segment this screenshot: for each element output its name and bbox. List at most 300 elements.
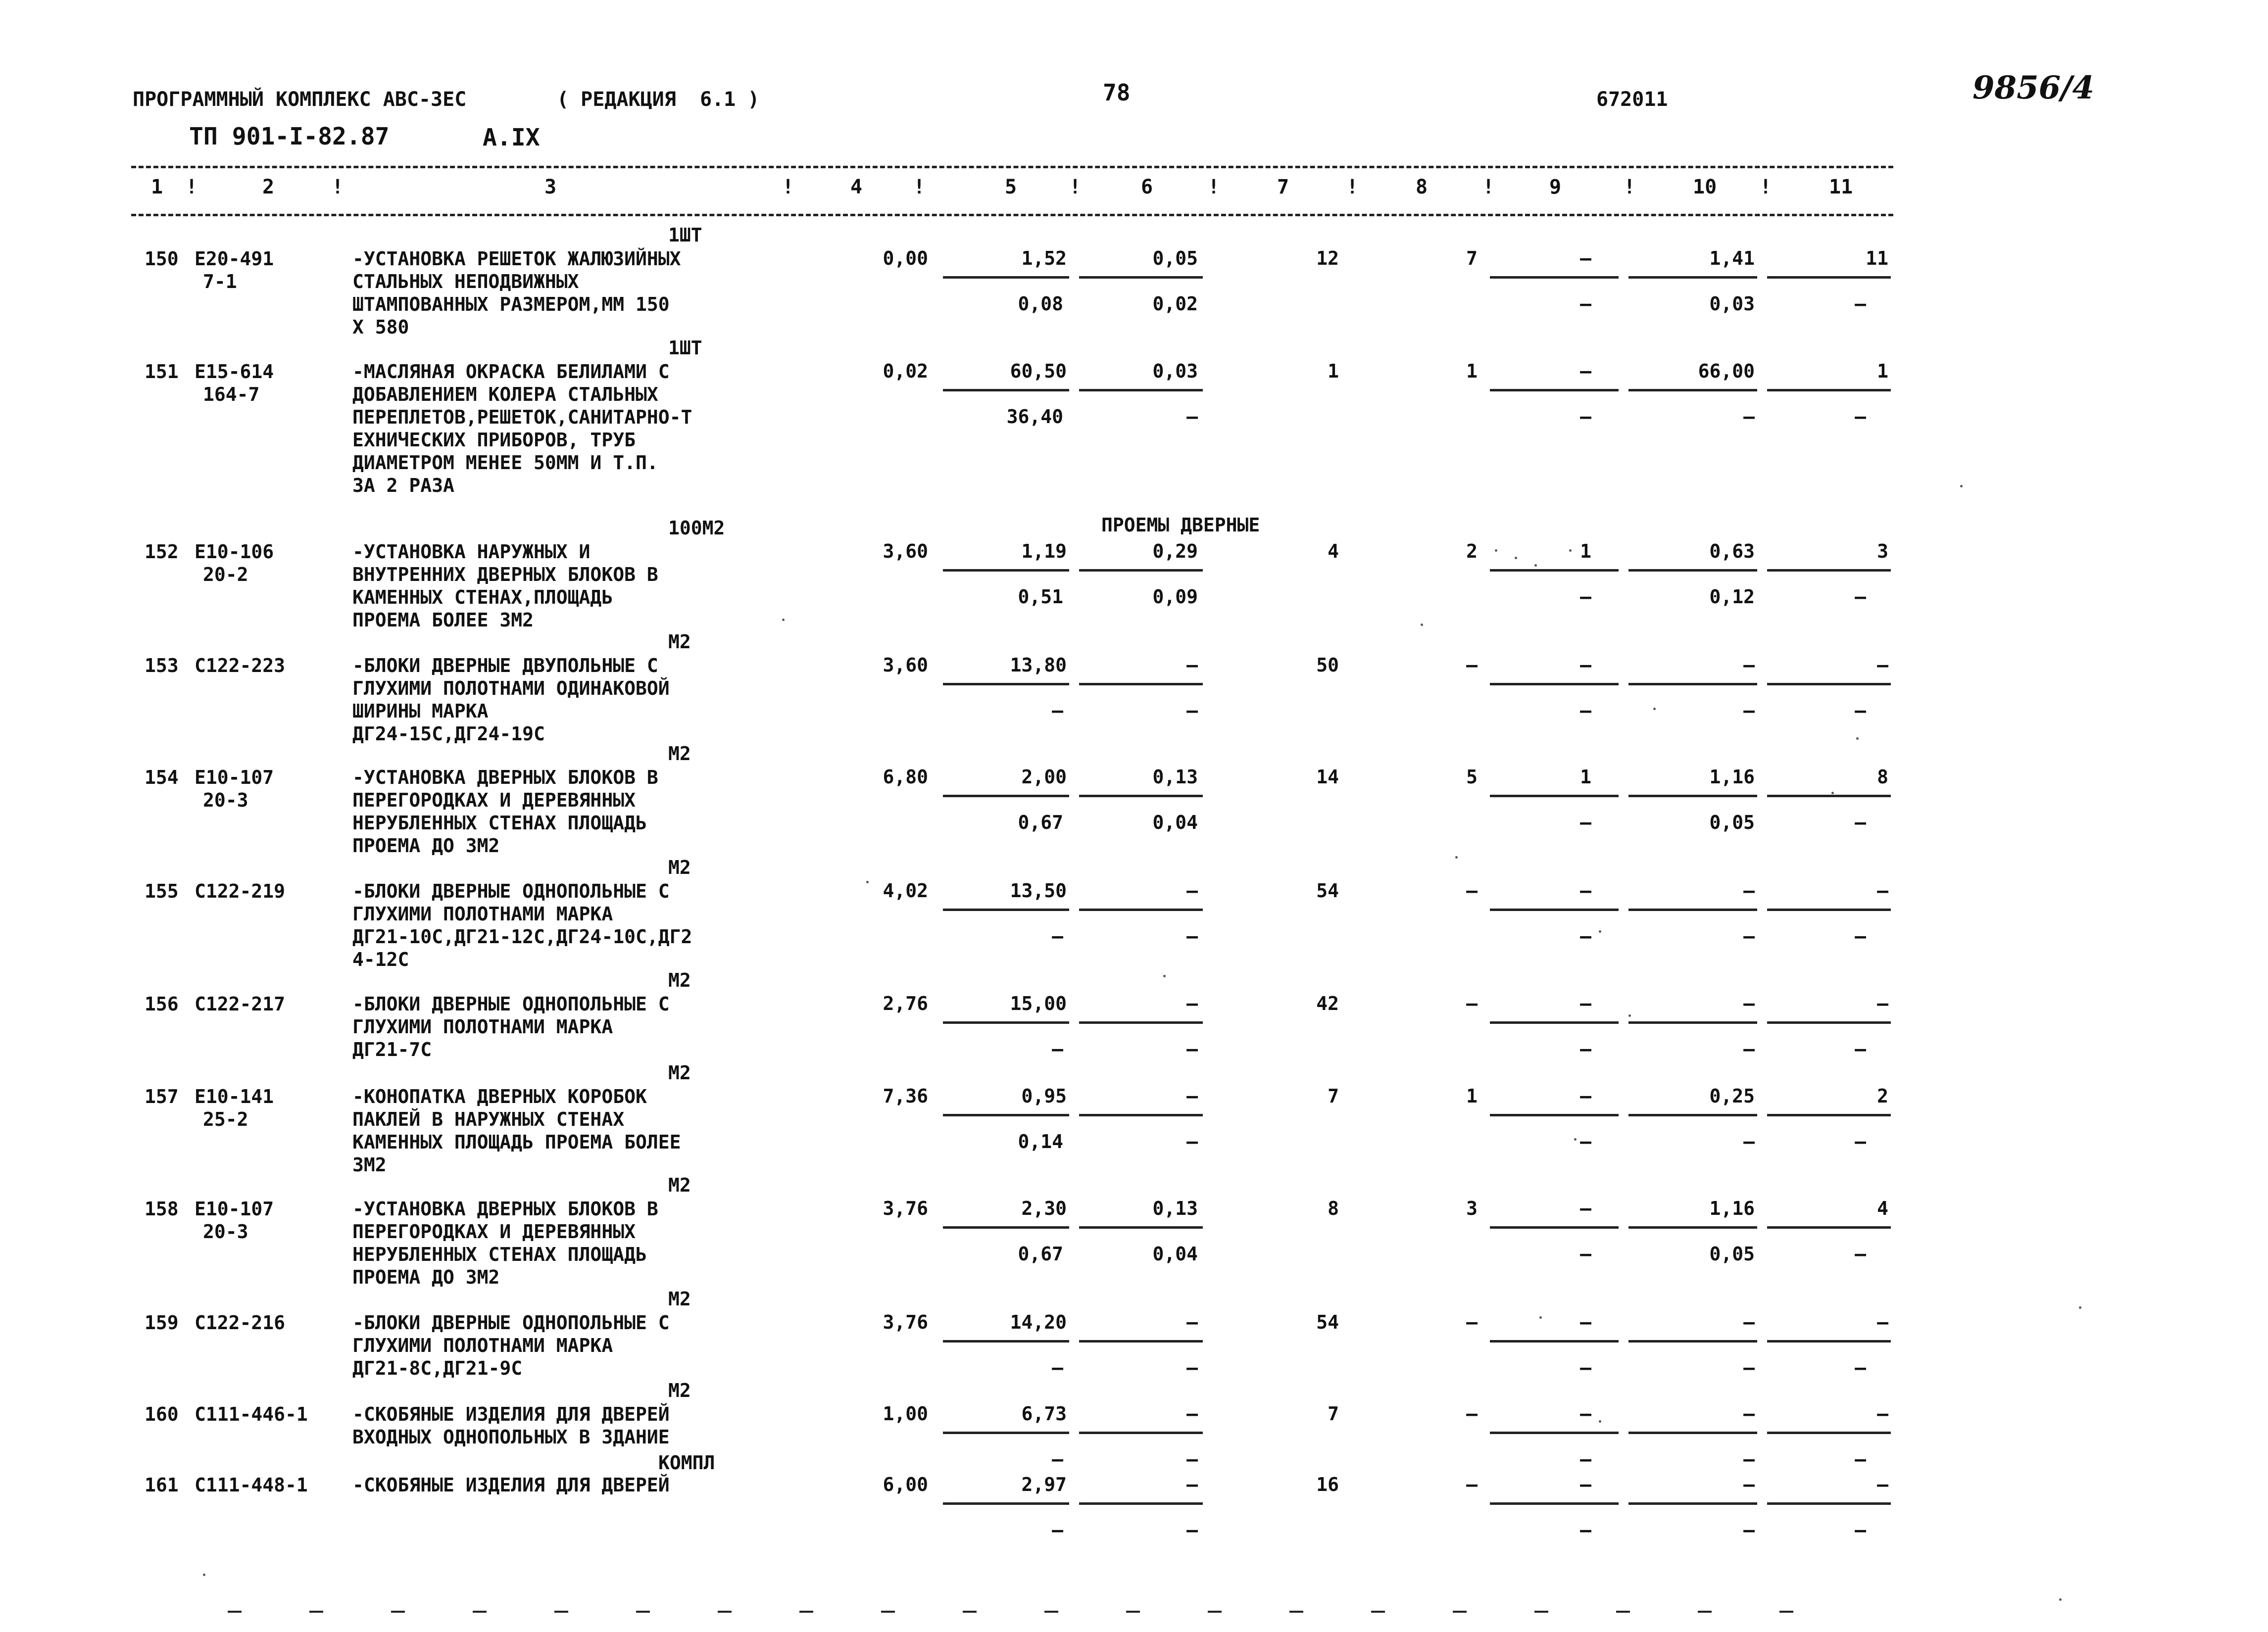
- row-number: 154: [145, 767, 179, 788]
- cell-col8: 1: [1466, 360, 1478, 382]
- unit-label: М2: [668, 969, 691, 991]
- cell-col5-bottom: 0,51: [1018, 586, 1063, 608]
- cell-col9-top: –: [1580, 1085, 1591, 1107]
- cell-col5-top: 2,97: [1021, 1474, 1067, 1495]
- document-code: 672011: [1596, 88, 1668, 111]
- page-number: 78: [1103, 79, 1131, 106]
- work-description: ДИАМЕТРОМ МЕНЕЕ 50ММ И Т.П.: [352, 452, 658, 474]
- cell-col10-bottom: 0,05: [1709, 1243, 1755, 1265]
- cell-col9-bottom: –: [1580, 406, 1591, 428]
- work-description: ДГ21-8С,ДГ21-9С: [352, 1357, 523, 1379]
- fraction-line: [1767, 1340, 1891, 1343]
- footer-dash: [1371, 1611, 1385, 1613]
- cell-col9-bottom: –: [1580, 1519, 1591, 1541]
- column-number: 6: [1141, 176, 1153, 198]
- cell-col8: 2: [1466, 540, 1478, 562]
- fraction-line: [943, 909, 1069, 911]
- unit-label: М2: [668, 631, 691, 653]
- cell-col5-top: 60,50: [1010, 360, 1067, 382]
- cell-col6-top: –: [1186, 1311, 1198, 1333]
- cell-col11-bottom: –: [1855, 1131, 1866, 1152]
- fraction-line: [1079, 683, 1203, 685]
- cell-col10-bottom: 0,12: [1709, 586, 1755, 608]
- cell-col10-bottom: –: [1743, 1519, 1755, 1541]
- cell-col9-top: 1: [1580, 766, 1591, 788]
- unit-label: 1ШТ: [668, 224, 702, 246]
- cell-col11-bottom: –: [1855, 1448, 1866, 1470]
- cell-col11-top: 8: [1877, 766, 1888, 788]
- cell-col5-bottom: 36,40: [1006, 406, 1063, 428]
- cell-col8: –: [1466, 1403, 1478, 1425]
- column-separator: !: [1624, 176, 1636, 198]
- cell-col5-top: 2,00: [1021, 766, 1067, 788]
- fraction-line: [1628, 569, 1757, 572]
- column-separator: !: [782, 176, 794, 198]
- cell-col9-bottom: –: [1580, 1448, 1591, 1470]
- rate-code: Е10-107: [195, 1198, 274, 1220]
- fraction-line: [1490, 389, 1619, 391]
- cell-col8: –: [1466, 993, 1478, 1014]
- cell-col5-bottom: –: [1052, 925, 1063, 947]
- cell-col6-top: 0,29: [1152, 540, 1198, 562]
- work-description: КАМЕННЫХ СТЕНАХ,ПЛОЩАДЬ: [352, 586, 613, 608]
- cell-col9-bottom: –: [1580, 925, 1591, 947]
- work-description: -МАСЛЯНАЯ ОКРАСКА БЕЛИЛАМИ С: [352, 361, 670, 383]
- cell-col10-top: 66,00: [1698, 360, 1755, 382]
- cell-col4: 4,02: [883, 880, 928, 902]
- work-description: ДГ21-10С,ДГ21-12С,ДГ24-10С,ДГ2: [352, 926, 692, 948]
- fraction-line: [1628, 1226, 1757, 1229]
- work-description: -БЛОКИ ДВЕРНЫЕ ОДНОПОЛЬНЫЕ С: [352, 880, 670, 902]
- fraction-line: [1079, 1432, 1203, 1434]
- cell-col8: –: [1466, 880, 1478, 902]
- section-label: А.IX: [483, 124, 540, 151]
- fraction-line: [1628, 389, 1757, 391]
- fraction-line: [1767, 1432, 1891, 1434]
- cell-col9-bottom: –: [1580, 293, 1591, 315]
- fraction-line: [943, 1226, 1069, 1229]
- fraction-line: [1767, 909, 1891, 911]
- rate-code: С122-216: [195, 1312, 286, 1334]
- cell-col6-top: 0,05: [1152, 247, 1198, 269]
- cell-col9-top: –: [1580, 654, 1591, 676]
- fraction-line: [943, 569, 1069, 572]
- cell-col5-bottom: –: [1052, 1519, 1063, 1541]
- fraction-line: [1767, 795, 1891, 797]
- fraction-line: [1767, 389, 1891, 391]
- footer-dash: [554, 1611, 568, 1613]
- cell-col11-bottom: –: [1855, 1243, 1866, 1265]
- scan-speck: [1653, 708, 1656, 710]
- cell-col4: 3,60: [883, 540, 928, 562]
- fraction-line: [1628, 1021, 1757, 1024]
- cell-col9-top: –: [1580, 1198, 1591, 1219]
- footer-dash: [881, 1611, 895, 1613]
- header-rule-bottom: [131, 214, 1893, 216]
- column-number: 8: [1416, 176, 1428, 198]
- footer-dash: [228, 1611, 242, 1613]
- cell-col4: 0,02: [883, 360, 928, 382]
- cell-col6-bottom: –: [1186, 1448, 1198, 1470]
- fraction-line: [1490, 1340, 1619, 1343]
- work-description: -СКОБЯНЫЕ ИЗДЕЛИЯ ДЛЯ ДВЕРЕЙ: [352, 1474, 670, 1496]
- cell-col10-top: –: [1743, 993, 1755, 1014]
- cell-col9-bottom: –: [1580, 812, 1591, 833]
- footer-dash: [636, 1611, 650, 1613]
- row-number: 151: [145, 361, 179, 383]
- fraction-line: [1079, 569, 1203, 572]
- fraction-line: [1628, 1340, 1757, 1343]
- fraction-line: [1628, 1502, 1757, 1505]
- cell-col5-top: 13,80: [1010, 654, 1067, 676]
- rate-code-sub: 7-1: [203, 271, 237, 292]
- scan-speck: [2079, 1306, 2081, 1309]
- row-number: 153: [145, 655, 179, 676]
- cell-col5-top: 13,50: [1010, 880, 1067, 902]
- fraction-line: [943, 1502, 1069, 1505]
- cell-col5-top: 2,30: [1021, 1198, 1067, 1219]
- cell-col9-top: –: [1580, 1403, 1591, 1425]
- cell-col9-top: –: [1580, 1474, 1591, 1495]
- rate-code: С122-217: [195, 993, 286, 1015]
- scan-speck: [1960, 485, 1963, 487]
- unit-label: КОМПЛ: [658, 1452, 715, 1474]
- cell-col11-bottom: –: [1855, 1038, 1866, 1060]
- unit-label: М2: [668, 1062, 691, 1084]
- row-number: 161: [145, 1474, 179, 1496]
- cell-col4: 7,36: [883, 1085, 928, 1107]
- cell-col4: 1,00: [883, 1403, 928, 1425]
- cell-col8: 3: [1466, 1198, 1478, 1219]
- rate-code-sub: 20-2: [203, 564, 248, 585]
- rate-code: С111-448-1: [195, 1474, 308, 1496]
- cell-col10-top: 0,25: [1709, 1085, 1755, 1107]
- cell-col6-bottom: 0,04: [1152, 1243, 1198, 1265]
- cell-col10-bottom: –: [1743, 1038, 1755, 1060]
- column-separator: !: [332, 176, 344, 198]
- column-separator: !: [1346, 176, 1359, 198]
- cell-col7: 14: [1316, 766, 1339, 788]
- group-label: ПРОЕМЫ ДВЕРНЫЕ: [1101, 514, 1260, 536]
- cell-col6-top: –: [1186, 654, 1198, 676]
- footer-dash: [391, 1611, 405, 1613]
- row-number: 155: [145, 880, 179, 902]
- column-separator: !: [1069, 176, 1082, 198]
- work-description: -УСТАНОВКА ДВЕРНЫХ БЛОКОВ В: [352, 1198, 658, 1220]
- cell-col10-bottom: –: [1743, 1357, 1755, 1379]
- fraction-line: [1767, 1114, 1891, 1116]
- handwritten-sheet-number: 9856/4: [1972, 69, 2095, 106]
- scan-speck: [1831, 792, 1834, 794]
- cell-col10-top: 1,41: [1709, 247, 1755, 269]
- cell-col11-top: –: [1877, 654, 1888, 676]
- cell-col11-top: 3: [1877, 540, 1888, 562]
- cell-col4: 3,60: [883, 654, 928, 676]
- cell-col5-top: 1,19: [1021, 540, 1067, 562]
- cell-col5-bottom: 0,14: [1018, 1131, 1063, 1152]
- cell-col8: 1: [1466, 1085, 1478, 1107]
- fraction-line: [1079, 1021, 1203, 1024]
- scan-speck: [782, 619, 785, 621]
- scan-speck: [1421, 624, 1423, 626]
- cell-col6-top: –: [1186, 993, 1198, 1014]
- cell-col11-bottom: –: [1855, 586, 1866, 608]
- work-description: -УСТАНОВКА НАРУЖНЫХ И: [352, 541, 591, 563]
- work-description: ШИРИНЫ МАРКА: [352, 700, 489, 722]
- cell-col10-top: –: [1743, 654, 1755, 676]
- work-description: ПРОЕМА БОЛЕЕ 3М2: [352, 609, 534, 631]
- scan-speck: [1569, 549, 1572, 552]
- cell-col8: –: [1466, 1311, 1478, 1333]
- cell-col4: 6,00: [883, 1474, 928, 1495]
- scan-speck: [1539, 1316, 1542, 1319]
- cell-col10-bottom: –: [1743, 1448, 1755, 1470]
- work-description: ДГ24-15С,ДГ24-19С: [352, 723, 545, 745]
- fraction-line: [1079, 389, 1203, 391]
- fraction-line: [1767, 1226, 1891, 1229]
- fraction-line: [1490, 795, 1619, 797]
- cell-col11-top: –: [1877, 1311, 1888, 1333]
- work-description: КАМЕННЫХ ПЛОЩАДЬ ПРОЕМА БОЛЕЕ: [352, 1131, 681, 1153]
- cell-col11-top: 11: [1866, 247, 1888, 269]
- cell-col5-bottom: 0,08: [1018, 293, 1063, 315]
- cell-col10-top: –: [1743, 1403, 1755, 1425]
- scan-speck: [1515, 557, 1517, 559]
- work-description: ГЛУХИМИ ПОЛОТНАМИ ОДИНАКОВОЙ: [352, 677, 670, 699]
- work-description: ШТАМПОВАННЫХ РАЗМЕРОМ,ММ 150: [352, 293, 670, 315]
- cell-col4: 3,76: [883, 1198, 928, 1219]
- cell-col10-top: 1,16: [1709, 1198, 1755, 1219]
- rate-code: Е10-107: [195, 767, 274, 788]
- cell-col6-top: 0,13: [1152, 1198, 1198, 1219]
- cell-col11-top: 4: [1877, 1198, 1888, 1219]
- scan-speck: [1163, 975, 1166, 977]
- fraction-line: [1079, 795, 1203, 797]
- cell-col7: 8: [1328, 1198, 1339, 1219]
- row-number: 156: [145, 993, 179, 1015]
- column-separator: !: [1208, 176, 1220, 198]
- fraction-line: [943, 1114, 1069, 1116]
- work-description: ПЕРЕПЛЕТОВ,РЕШЕТОК,САНИТАРНО-Т: [352, 406, 692, 428]
- unit-label: 1ШТ: [668, 337, 702, 359]
- footer-dash: [1044, 1611, 1058, 1613]
- column-number: 9: [1549, 176, 1562, 198]
- cell-col9-bottom: –: [1580, 700, 1591, 721]
- cell-col11-bottom: –: [1855, 1519, 1866, 1541]
- column-number: 3: [544, 176, 557, 198]
- work-description: ДГ21-7С: [352, 1039, 432, 1060]
- footer-dash: [799, 1611, 813, 1613]
- cell-col5-top: 14,20: [1010, 1311, 1067, 1333]
- cell-col5-bottom: –: [1052, 1038, 1063, 1060]
- cell-col11-bottom: –: [1855, 406, 1866, 428]
- cell-col10-bottom: 0,05: [1709, 812, 1755, 833]
- work-description: -БЛОКИ ДВЕРНЫЕ ДВУПОЛЬНЫЕ С: [352, 655, 658, 676]
- work-description: ВНУТРЕННИХ ДВЕРНЫХ БЛОКОВ В: [352, 564, 658, 585]
- cell-col6-bottom: –: [1186, 1519, 1198, 1541]
- cell-col4: 0,00: [883, 247, 928, 269]
- work-description: 3М2: [352, 1154, 387, 1176]
- cell-col11-top: 1: [1877, 360, 1888, 382]
- fraction-line: [1490, 683, 1619, 685]
- row-number: 160: [145, 1403, 179, 1425]
- fraction-line: [1628, 1114, 1757, 1116]
- work-description: -УСТАНОВКА ДВЕРНЫХ БЛОКОВ В: [352, 767, 658, 788]
- footer-dash: [1126, 1611, 1140, 1613]
- footer-dash: [1453, 1611, 1467, 1613]
- fraction-line: [1490, 569, 1619, 572]
- footer-dash: [473, 1611, 487, 1613]
- cell-col5-top: 6,73: [1021, 1403, 1067, 1425]
- fraction-line: [943, 683, 1069, 685]
- cell-col9-bottom: –: [1580, 1357, 1591, 1379]
- scan-speck: [1574, 1138, 1577, 1141]
- rate-code: С111-446-1: [195, 1403, 308, 1425]
- rate-code-sub: 164-7: [203, 384, 260, 405]
- cell-col9-bottom: –: [1580, 1243, 1591, 1265]
- cell-col8: 5: [1466, 766, 1478, 788]
- fraction-line: [1079, 909, 1203, 911]
- footer-dash: [718, 1611, 732, 1613]
- fraction-line: [1628, 1432, 1757, 1434]
- work-description: -СКОБЯНЫЕ ИЗДЕЛИЯ ДЛЯ ДВЕРЕЙ: [352, 1403, 670, 1425]
- footer-dash: [1289, 1611, 1303, 1613]
- cell-col5-bottom: –: [1052, 700, 1063, 721]
- fraction-line: [943, 795, 1069, 797]
- work-description: ПРОЕМА ДО 3М2: [352, 835, 500, 857]
- column-separator: !: [1760, 176, 1772, 198]
- work-description: ГЛУХИМИ ПОЛОТНАМИ МАРКА: [352, 1016, 613, 1038]
- cell-col7: 54: [1316, 880, 1339, 902]
- cell-col11-top: 2: [1877, 1085, 1888, 1107]
- cell-col6-bottom: 0,09: [1152, 586, 1198, 608]
- scan-speck: [1455, 856, 1458, 859]
- work-description: ВХОДНЫХ ОДНОПОЛЬНЫХ В ЗДАНИЕ: [352, 1426, 670, 1448]
- row-number: 158: [145, 1198, 179, 1220]
- column-separator: !: [1482, 176, 1495, 198]
- cell-col11-bottom: –: [1855, 925, 1866, 947]
- footer-dash: [309, 1611, 323, 1613]
- cell-col10-bottom: –: [1743, 925, 1755, 947]
- fraction-line: [943, 1432, 1069, 1434]
- work-description: ПРОЕМА ДО 3М2: [352, 1266, 500, 1288]
- unit-label: М2: [668, 743, 691, 765]
- scan-speck: [1628, 1014, 1631, 1017]
- row-number: 159: [145, 1312, 179, 1334]
- fraction-line: [1079, 1502, 1203, 1505]
- cell-col4: 3,76: [883, 1311, 928, 1333]
- cell-col9-bottom: –: [1580, 1131, 1591, 1152]
- cell-col5-top: 15,00: [1010, 993, 1067, 1014]
- rate-code: Е10-141: [195, 1086, 274, 1107]
- header-rule-top: [131, 166, 1893, 168]
- fraction-line: [943, 276, 1069, 279]
- cell-col7: 16: [1316, 1474, 1339, 1495]
- cell-col11-top: –: [1877, 1403, 1888, 1425]
- footer-dash: [1779, 1611, 1793, 1613]
- cell-col10-top: –: [1743, 1311, 1755, 1333]
- work-description: -БЛОКИ ДВЕРНЫЕ ОДНОПОЛЬНЫЕ С: [352, 1312, 670, 1334]
- cell-col9-top: –: [1580, 993, 1591, 1014]
- column-number: 1: [151, 176, 163, 198]
- work-description: -УСТАНОВКА РЕШЕТОК ЖАЛЮЗИЙНЫХ: [352, 248, 681, 270]
- rate-code-sub: 20-3: [203, 1221, 248, 1243]
- column-number: 10: [1693, 176, 1717, 198]
- work-description: СТАЛЬНЫХ НЕПОДВИЖНЫХ: [352, 271, 579, 292]
- fraction-line: [1079, 276, 1203, 279]
- fraction-line: [943, 1021, 1069, 1024]
- unit-label: М2: [668, 1174, 691, 1196]
- cell-col6-top: –: [1186, 1085, 1198, 1107]
- cell-col5-bottom: –: [1052, 1357, 1063, 1379]
- cell-col6-top: –: [1186, 880, 1198, 902]
- cell-col9-bottom: –: [1580, 1038, 1591, 1060]
- fraction-line: [1079, 1114, 1203, 1116]
- rate-code: Е10-106: [195, 541, 274, 563]
- cell-col10-top: –: [1743, 1474, 1755, 1495]
- cell-col8: –: [1466, 1474, 1478, 1495]
- cell-col10-top: 0,63: [1709, 540, 1755, 562]
- cell-col5-bottom: –: [1052, 1448, 1063, 1470]
- fraction-line: [943, 389, 1069, 391]
- cell-col5-top: 1,52: [1021, 247, 1067, 269]
- cell-col11-bottom: –: [1855, 812, 1866, 833]
- cell-col5-bottom: 0,67: [1018, 812, 1063, 833]
- cell-col6-top: 0,13: [1152, 766, 1198, 788]
- cell-col10-top: –: [1743, 880, 1755, 902]
- rate-code: С122-223: [195, 655, 286, 676]
- cell-col7: 50: [1316, 654, 1339, 676]
- fraction-line: [1490, 276, 1619, 279]
- column-number: 5: [1005, 176, 1017, 198]
- fraction-line: [1628, 795, 1757, 797]
- footer-dash: [963, 1611, 977, 1613]
- fraction-line: [1767, 1502, 1891, 1505]
- scan-speck: [1495, 549, 1497, 552]
- row-number: 157: [145, 1086, 179, 1107]
- column-separator: !: [186, 176, 198, 198]
- fraction-line: [1628, 683, 1757, 685]
- scan-speck: [1599, 1420, 1601, 1423]
- column-number: 2: [262, 176, 275, 198]
- fraction-line: [1767, 569, 1891, 572]
- cell-col7: 12: [1316, 247, 1339, 269]
- cell-col7: 54: [1316, 1311, 1339, 1333]
- scan-speck: [866, 881, 869, 883]
- column-number: 11: [1829, 176, 1853, 198]
- footer-dash: [1698, 1611, 1712, 1613]
- work-description: ГЛУХИМИ ПОЛОТНАМИ МАРКА: [352, 1335, 613, 1356]
- cell-col4: 6,80: [883, 766, 928, 788]
- row-number: 150: [145, 248, 179, 270]
- fraction-line: [943, 1340, 1069, 1343]
- work-description: ДОБАВЛЕНИЕМ КОЛЕРА СТАЛЬНЫХ: [352, 384, 658, 405]
- work-description: НЕРУБЛЕННЫХ СТЕНАХ ПЛОЩАДЬ: [352, 812, 647, 834]
- cell-col10-bottom: –: [1743, 406, 1755, 428]
- cell-col6-bottom: –: [1186, 1131, 1198, 1152]
- cell-col7: 4: [1328, 540, 1339, 562]
- cell-col10-top: 1,16: [1709, 766, 1755, 788]
- fraction-line: [1628, 276, 1757, 279]
- cell-col10-bottom: 0,03: [1709, 293, 1755, 315]
- rate-code-sub: 25-2: [203, 1108, 248, 1130]
- fraction-line: [1490, 909, 1619, 911]
- cell-col10-bottom: –: [1743, 700, 1755, 721]
- column-number: 7: [1277, 176, 1289, 198]
- scan-speck: [1856, 737, 1859, 740]
- cell-col8: 7: [1466, 247, 1478, 269]
- footer-dash: [1534, 1611, 1548, 1613]
